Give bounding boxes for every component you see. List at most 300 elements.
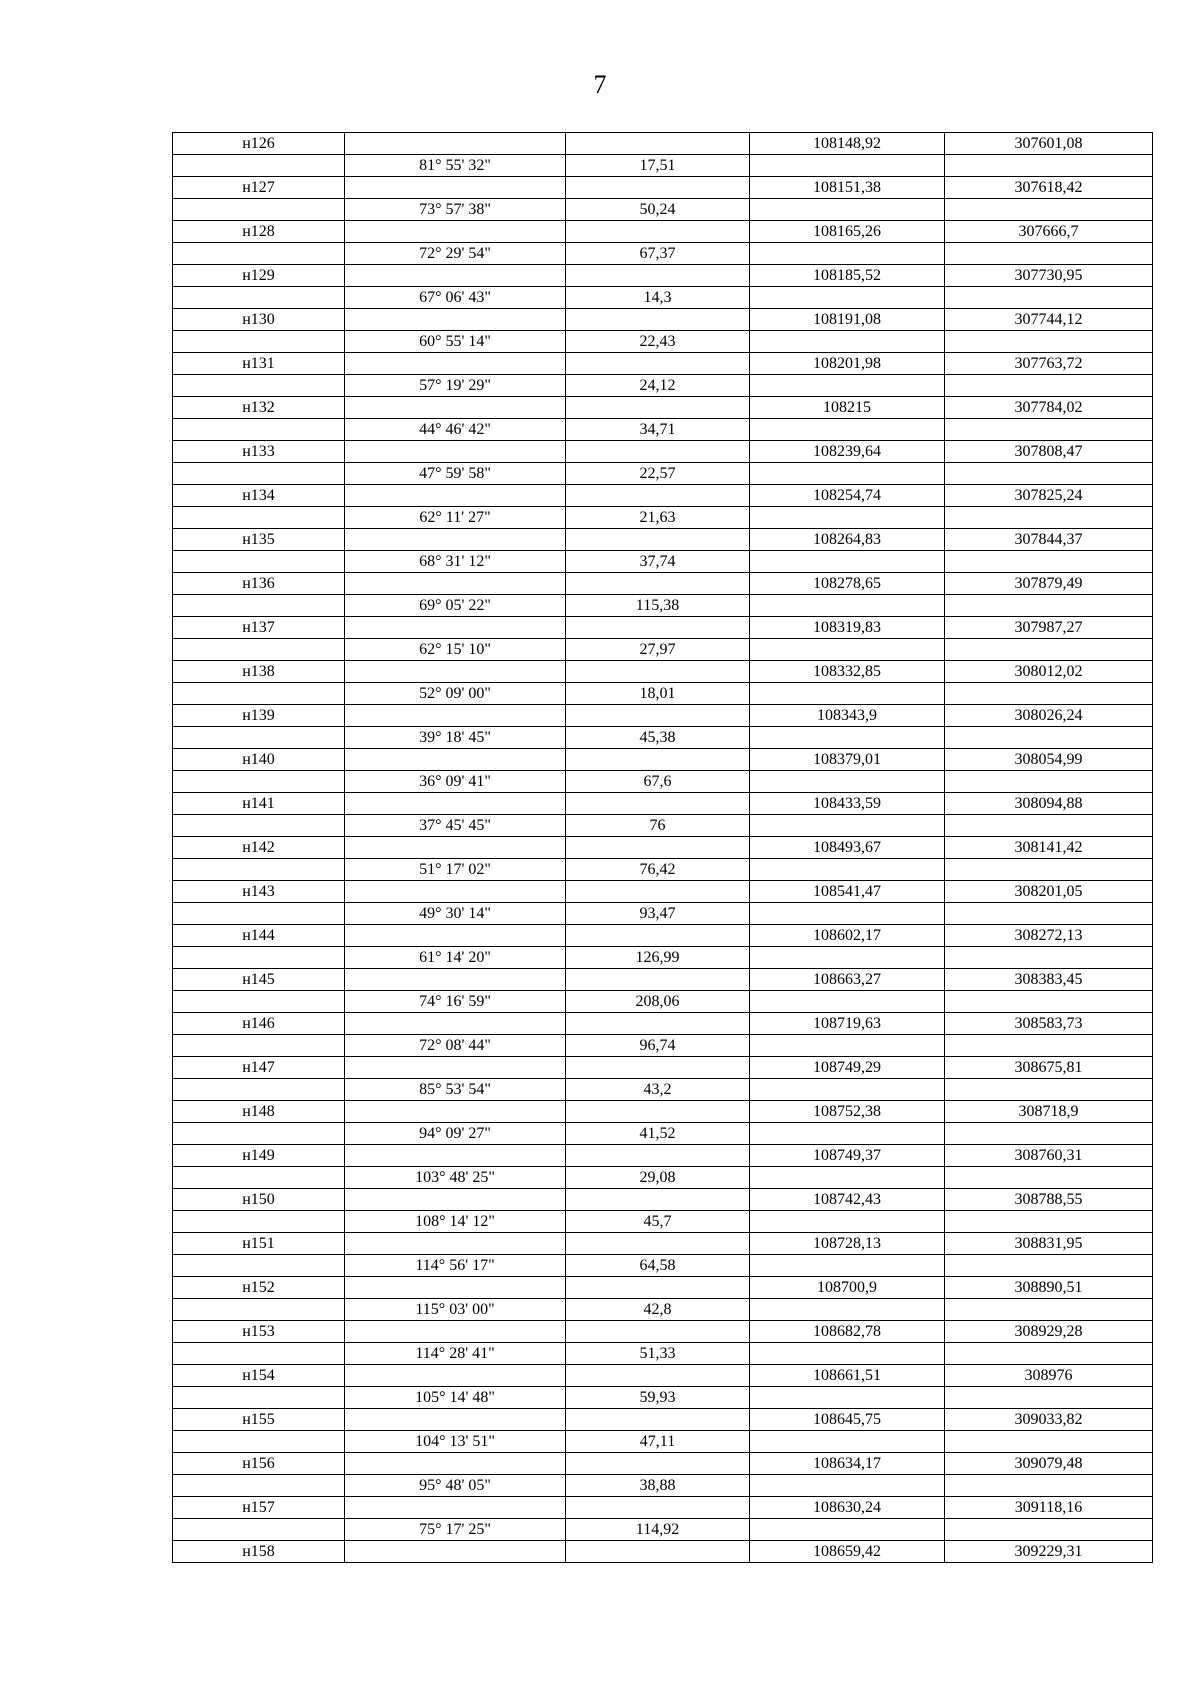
y-coordinate-cell: 309079,48 [945,1453,1153,1475]
x-coordinate-cell: 108493,67 [750,837,945,859]
angle-cell [345,1057,566,1079]
table-row [173,1035,1153,1057]
point-cell [173,1387,345,1409]
point-cell [173,507,345,529]
angle-cell: 94° 09' 27" [345,1123,566,1145]
angle-cell: 105° 14' 48" [345,1387,566,1409]
length-cell: 41,52 [566,1123,750,1145]
y-coordinate-cell: 307844,37 [945,529,1153,551]
coordinates-table-body [173,133,1153,1563]
y-coordinate-cell: 308201,05 [945,881,1153,903]
y-coordinate-cell: 307763,72 [945,353,1153,375]
angle-cell: 114° 28' 41" [345,1343,566,1365]
y-coordinate-cell [945,727,1153,749]
length-cell: 18,01 [566,683,750,705]
table-row [173,595,1153,617]
x-coordinate-cell [750,155,945,177]
table-row [173,661,1153,683]
length-cell: 34,71 [566,419,750,441]
angle-cell [345,441,566,463]
x-coordinate-cell: 108278,65 [750,573,945,595]
angle-cell: 47° 59' 58" [345,463,566,485]
angle-cell [345,661,566,683]
angle-cell [345,749,566,771]
point-cell: н139 [173,705,345,727]
x-coordinate-cell: 108728,13 [750,1233,945,1255]
point-cell: н126 [173,133,345,155]
y-coordinate-cell [945,1343,1153,1365]
length-cell: 17,51 [566,155,750,177]
point-cell: н133 [173,441,345,463]
length-cell [566,485,750,507]
table-row [173,837,1153,859]
point-cell [173,1123,345,1145]
x-coordinate-cell [750,639,945,661]
angle-cell: 68° 31' 12" [345,551,566,573]
x-coordinate-cell [750,1079,945,1101]
x-coordinate-cell: 108264,83 [750,529,945,551]
x-coordinate-cell [750,507,945,529]
length-cell [566,177,750,199]
table-row [173,771,1153,793]
x-coordinate-cell: 108752,38 [750,1101,945,1123]
x-coordinate-cell [750,199,945,221]
y-coordinate-cell [945,595,1153,617]
table-row [173,683,1153,705]
angle-cell [345,1409,566,1431]
angle-cell [345,925,566,947]
angle-cell [345,353,566,375]
x-coordinate-cell: 108185,52 [750,265,945,287]
angle-cell [345,265,566,287]
length-cell: 67,37 [566,243,750,265]
length-cell [566,617,750,639]
y-coordinate-cell [945,947,1153,969]
angle-cell: 115° 03' 00" [345,1299,566,1321]
y-coordinate-cell [945,1431,1153,1453]
angle-cell: 69° 05' 22" [345,595,566,617]
point-cell: н129 [173,265,345,287]
length-cell: 24,12 [566,375,750,397]
point-cell [173,331,345,353]
table-row [173,1519,1153,1541]
angle-cell [345,1233,566,1255]
point-cell: н149 [173,1145,345,1167]
x-coordinate-cell: 108254,74 [750,485,945,507]
x-coordinate-cell [750,1123,945,1145]
table-row [173,925,1153,947]
table-row [173,551,1153,573]
y-coordinate-cell [945,1299,1153,1321]
table-row [173,1013,1153,1035]
y-coordinate-cell: 309229,31 [945,1541,1153,1563]
y-coordinate-cell: 307744,12 [945,309,1153,331]
table-row [173,287,1153,309]
table-row [173,441,1153,463]
table-row [173,749,1153,771]
angle-cell [345,133,566,155]
angle-cell: 75° 17' 25" [345,1519,566,1541]
angle-cell [345,485,566,507]
length-cell: 208,06 [566,991,750,1013]
angle-cell: 72° 08' 44" [345,1035,566,1057]
point-cell: н132 [173,397,345,419]
length-cell: 43,2 [566,1079,750,1101]
table-row [173,1387,1153,1409]
table-row [173,265,1153,287]
angle-cell: 104° 13' 51" [345,1431,566,1453]
table-row [173,463,1153,485]
point-cell: н131 [173,353,345,375]
y-coordinate-cell: 308012,02 [945,661,1153,683]
point-cell: н128 [173,221,345,243]
x-coordinate-cell [750,1475,945,1497]
x-coordinate-cell: 108433,59 [750,793,945,815]
y-coordinate-cell: 307784,02 [945,397,1153,419]
length-cell [566,969,750,991]
y-coordinate-cell: 307730,95 [945,265,1153,287]
x-coordinate-cell: 108215 [750,397,945,419]
y-coordinate-cell [945,771,1153,793]
angle-cell: 44° 46' 42" [345,419,566,441]
length-cell: 50,24 [566,199,750,221]
point-cell: н158 [173,1541,345,1563]
angle-cell [345,177,566,199]
angle-cell [345,1497,566,1519]
x-coordinate-cell [750,243,945,265]
y-coordinate-cell [945,639,1153,661]
y-coordinate-cell: 308831,95 [945,1233,1153,1255]
table-row [173,1409,1153,1431]
y-coordinate-cell [945,1079,1153,1101]
length-cell [566,397,750,419]
table-row [173,903,1153,925]
x-coordinate-cell: 108659,42 [750,1541,945,1563]
angle-cell: 51° 17' 02" [345,859,566,881]
y-coordinate-cell: 307666,7 [945,221,1153,243]
y-coordinate-cell [945,551,1153,573]
x-coordinate-cell [750,419,945,441]
y-coordinate-cell [945,903,1153,925]
y-coordinate-cell [945,375,1153,397]
x-coordinate-cell: 108719,63 [750,1013,945,1035]
point-cell [173,991,345,1013]
length-cell: 14,3 [566,287,750,309]
point-cell [173,199,345,221]
x-coordinate-cell [750,595,945,617]
x-coordinate-cell: 108151,38 [750,177,945,199]
table-row [173,793,1153,815]
angle-cell: 73° 57' 38" [345,199,566,221]
x-coordinate-cell: 108343,9 [750,705,945,727]
length-cell [566,925,750,947]
table-row [173,1101,1153,1123]
length-cell: 126,99 [566,947,750,969]
table-row [173,1145,1153,1167]
x-coordinate-cell [750,859,945,881]
x-coordinate-cell: 108319,83 [750,617,945,639]
table-row [173,1321,1153,1343]
length-cell [566,1145,750,1167]
length-cell [566,573,750,595]
length-cell [566,793,750,815]
table-row [173,155,1153,177]
length-cell [566,1365,750,1387]
angle-cell [345,1365,566,1387]
point-cell [173,859,345,881]
point-cell [173,903,345,925]
length-cell [566,353,750,375]
angle-cell: 60° 55' 14" [345,331,566,353]
x-coordinate-cell [750,1211,945,1233]
table-row [173,485,1153,507]
point-cell [173,1211,345,1233]
table-row [173,815,1153,837]
y-coordinate-cell: 308929,28 [945,1321,1153,1343]
point-cell [173,683,345,705]
y-coordinate-cell [945,1475,1153,1497]
y-coordinate-cell [945,1123,1153,1145]
x-coordinate-cell [750,1431,945,1453]
x-coordinate-cell [750,287,945,309]
x-coordinate-cell [750,815,945,837]
point-cell [173,1299,345,1321]
angle-cell [345,221,566,243]
table-row [173,1255,1153,1277]
angle-cell: 114° 56' 17" [345,1255,566,1277]
y-coordinate-cell: 308718,9 [945,1101,1153,1123]
x-coordinate-cell: 108663,27 [750,969,945,991]
point-cell [173,1079,345,1101]
point-cell: н142 [173,837,345,859]
table-row [173,1475,1153,1497]
x-coordinate-cell [750,683,945,705]
point-cell: н141 [173,793,345,815]
x-coordinate-cell [750,903,945,925]
table-row [173,859,1153,881]
x-coordinate-cell: 108201,98 [750,353,945,375]
length-cell [566,1321,750,1343]
table-row [173,375,1153,397]
angle-cell: 81° 55' 32" [345,155,566,177]
y-coordinate-cell: 307879,49 [945,573,1153,595]
length-cell: 22,57 [566,463,750,485]
table-row [173,353,1153,375]
y-coordinate-cell: 308094,88 [945,793,1153,815]
point-cell: н143 [173,881,345,903]
x-coordinate-cell [750,463,945,485]
length-cell [566,1497,750,1519]
point-cell [173,243,345,265]
length-cell: 96,74 [566,1035,750,1057]
angle-cell: 67° 06' 43" [345,287,566,309]
x-coordinate-cell [750,771,945,793]
table-row [173,1189,1153,1211]
page-number: 7 [593,70,607,99]
table-row [173,1057,1153,1079]
x-coordinate-cell: 108700,9 [750,1277,945,1299]
y-coordinate-cell: 308890,51 [945,1277,1153,1299]
x-coordinate-cell: 108165,26 [750,221,945,243]
y-coordinate-cell: 308976 [945,1365,1153,1387]
length-cell: 67,6 [566,771,750,793]
point-cell: н145 [173,969,345,991]
point-cell [173,1475,345,1497]
y-coordinate-cell: 308788,55 [945,1189,1153,1211]
x-coordinate-cell: 108332,85 [750,661,945,683]
point-cell: н150 [173,1189,345,1211]
x-coordinate-cell [750,1035,945,1057]
x-coordinate-cell: 108749,29 [750,1057,945,1079]
table-row [173,1453,1153,1475]
length-cell: 115,38 [566,595,750,617]
x-coordinate-cell: 108749,37 [750,1145,945,1167]
angle-cell [345,1101,566,1123]
y-coordinate-cell [945,991,1153,1013]
coordinates-table [172,132,1153,1563]
point-cell: н153 [173,1321,345,1343]
x-coordinate-cell [750,551,945,573]
point-cell: н140 [173,749,345,771]
angle-cell [345,397,566,419]
angle-cell [345,1277,566,1299]
point-cell: н135 [173,529,345,551]
x-coordinate-cell [750,1167,945,1189]
length-cell [566,265,750,287]
x-coordinate-cell: 108379,01 [750,749,945,771]
y-coordinate-cell: 307987,27 [945,617,1153,639]
table-row [173,177,1153,199]
y-coordinate-cell [945,331,1153,353]
angle-cell: 39° 18' 45" [345,727,566,749]
table-row [173,397,1153,419]
length-cell [566,1189,750,1211]
x-coordinate-cell: 108541,47 [750,881,945,903]
y-coordinate-cell [945,1211,1153,1233]
angle-cell: 108° 14' 12" [345,1211,566,1233]
angle-cell: 49° 30' 14" [345,903,566,925]
point-cell [173,419,345,441]
point-cell: н154 [173,1365,345,1387]
y-coordinate-cell: 307825,24 [945,485,1153,507]
length-cell: 37,74 [566,551,750,573]
y-coordinate-cell [945,1167,1153,1189]
length-cell [566,529,750,551]
angle-cell: 85° 53' 54" [345,1079,566,1101]
length-cell [566,1013,750,1035]
angle-cell [345,617,566,639]
table-row [173,1343,1153,1365]
x-coordinate-cell: 108191,08 [750,309,945,331]
angle-cell [345,1453,566,1475]
point-cell [173,287,345,309]
length-cell: 64,58 [566,1255,750,1277]
length-cell: 22,43 [566,331,750,353]
point-cell: н144 [173,925,345,947]
angle-cell: 62° 15' 10" [345,639,566,661]
table-row [173,727,1153,749]
y-coordinate-cell: 308383,45 [945,969,1153,991]
angle-cell [345,793,566,815]
x-coordinate-cell [750,1255,945,1277]
y-coordinate-cell [945,507,1153,529]
angle-cell [345,705,566,727]
length-cell [566,309,750,331]
length-cell [566,221,750,243]
angle-cell: 95° 48' 05" [345,1475,566,1497]
length-cell: 38,88 [566,1475,750,1497]
y-coordinate-cell: 308583,73 [945,1013,1153,1035]
y-coordinate-cell: 308141,42 [945,837,1153,859]
length-cell [566,881,750,903]
table-row [173,1277,1153,1299]
length-cell [566,749,750,771]
point-cell [173,155,345,177]
angle-cell: 72° 29' 54" [345,243,566,265]
angle-cell [345,1013,566,1035]
table-row [173,1233,1153,1255]
y-coordinate-cell: 309118,16 [945,1497,1153,1519]
y-coordinate-cell [945,815,1153,837]
table-row [173,1431,1153,1453]
table-row [173,705,1153,727]
angle-cell [345,1541,566,1563]
length-cell: 45,7 [566,1211,750,1233]
angle-cell [345,1321,566,1343]
table-row [173,1299,1153,1321]
point-cell: н152 [173,1277,345,1299]
point-cell: н157 [173,1497,345,1519]
point-cell: н147 [173,1057,345,1079]
angle-cell: 103° 48' 25" [345,1167,566,1189]
table-row [173,639,1153,661]
x-coordinate-cell [750,331,945,353]
x-coordinate-cell: 108742,43 [750,1189,945,1211]
point-cell [173,771,345,793]
table-row [173,1167,1153,1189]
point-cell [173,1519,345,1541]
y-coordinate-cell: 307618,42 [945,177,1153,199]
table-row [173,133,1153,155]
angle-cell [345,881,566,903]
point-cell [173,815,345,837]
x-coordinate-cell: 108645,75 [750,1409,945,1431]
length-cell: 29,08 [566,1167,750,1189]
y-coordinate-cell [945,463,1153,485]
y-coordinate-cell: 308675,81 [945,1057,1153,1079]
point-cell: н138 [173,661,345,683]
length-cell [566,1541,750,1563]
point-cell [173,1167,345,1189]
angle-cell [345,309,566,331]
y-coordinate-cell: 307808,47 [945,441,1153,463]
table-row [173,573,1153,595]
point-cell [173,1343,345,1365]
x-coordinate-cell: 108630,24 [750,1497,945,1519]
length-cell [566,1057,750,1079]
y-coordinate-cell [945,1387,1153,1409]
angle-cell [345,969,566,991]
y-coordinate-cell: 308272,13 [945,925,1153,947]
length-cell: 59,93 [566,1387,750,1409]
length-cell [566,441,750,463]
length-cell: 51,33 [566,1343,750,1365]
y-coordinate-cell: 308026,24 [945,705,1153,727]
y-coordinate-cell [945,199,1153,221]
x-coordinate-cell [750,991,945,1013]
y-coordinate-cell [945,419,1153,441]
angle-cell: 52° 09' 00" [345,683,566,705]
